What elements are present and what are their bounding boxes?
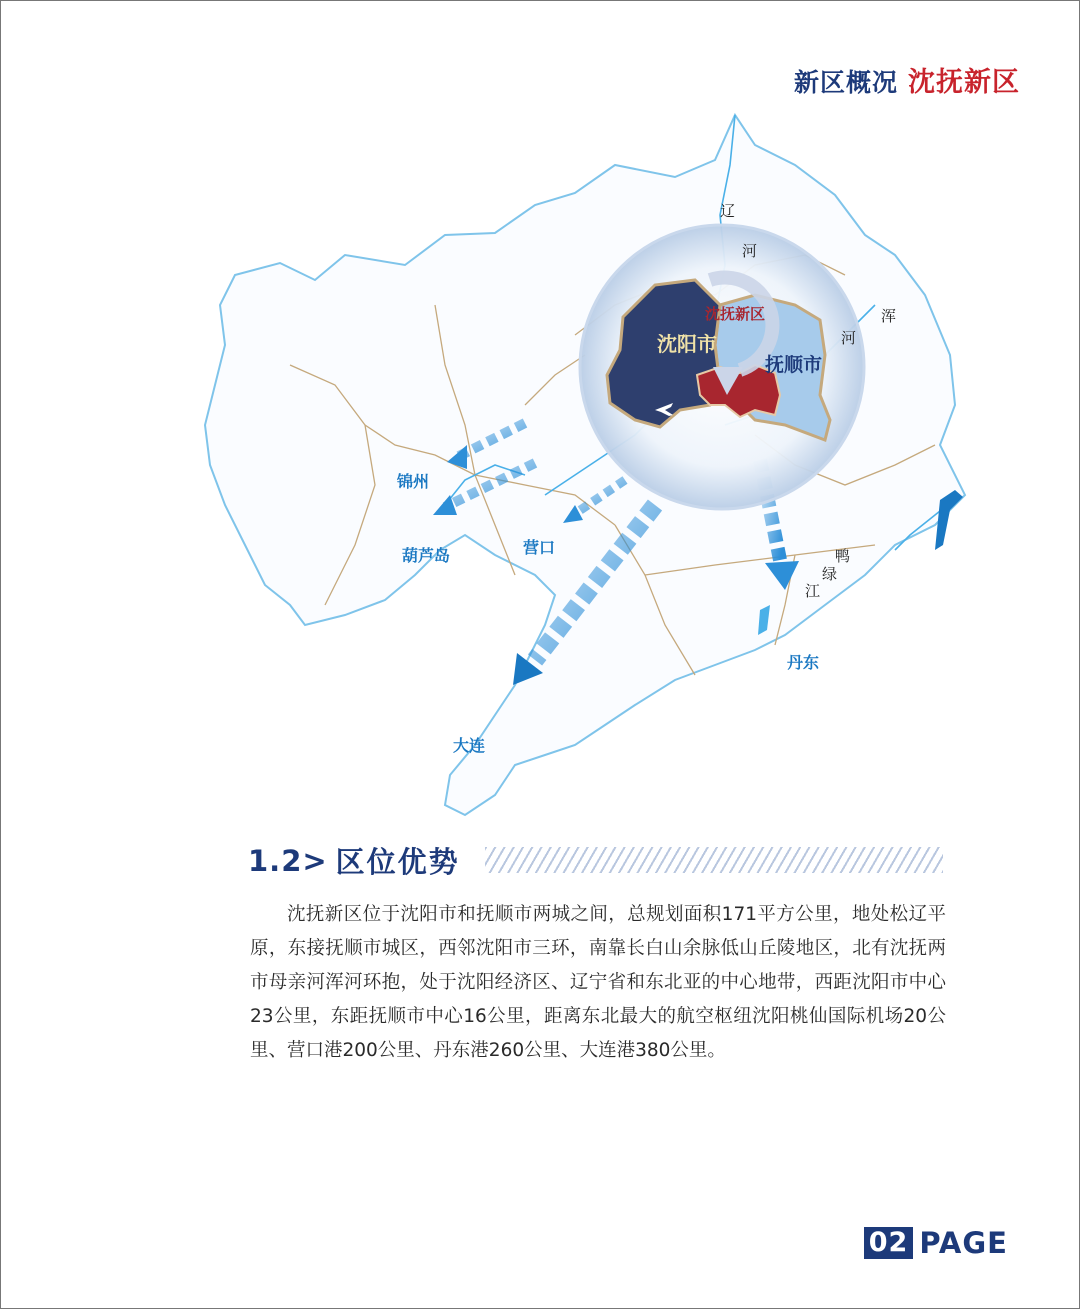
city-label-huludao: 葫芦岛: [402, 546, 451, 565]
header-section-label: 新区概况: [793, 68, 898, 97]
shenyang-label: 沈阳市: [657, 332, 717, 356]
city-label-jinzhou: 锦州: [397, 472, 430, 491]
heading-hatch-decoration: [485, 847, 943, 873]
section-title: 区位优势: [335, 845, 460, 879]
river-label-hun-1: 浑: [881, 307, 897, 325]
header-brand: 沈抚新区: [908, 67, 1020, 98]
river-label-yalu-1: 鸭: [835, 547, 851, 565]
river-label-hun-2: 河: [841, 329, 857, 347]
river-label-liao-2: 河: [742, 242, 758, 260]
city-label-dandong: 丹东: [787, 653, 820, 672]
page-header: [794, 60, 1020, 99]
fushun-label: 抚顺市: [765, 354, 823, 376]
body-paragraph: 沈抚新区位于沈阳市和抚顺市两城之间，总规划面积171平方公里，地处松辽平原，东接抚顺市城区，西邻沈阳市三环，南靠长白山余脉低山丘陵地区，北有沈抚两市母亲河浑河环抱，处于沈阳经济区、辽宁省和东北亚的中心地带，西距沈阳市中心23公里，东距抚顺市中心16公里，距离东北最大的航空枢纽沈阳桃仙国际机场20公里、营口港200公里、丹东港260公里、大连港380公里。: [250, 904, 946, 1061]
page-number: 02: [864, 1227, 914, 1259]
xinqu-label: 沈抚新区: [705, 305, 766, 323]
city-label-yingkou: 营口: [523, 538, 556, 557]
map-graphic: [195, 105, 975, 825]
page-word: PAGE: [919, 1226, 1008, 1260]
river-label-yalu-3: 江: [805, 582, 821, 600]
river-label-liao-1: 辽: [720, 202, 736, 220]
location-map: [195, 105, 975, 825]
province-outline: [205, 115, 965, 815]
river-label-yalu-2: 绿: [822, 565, 838, 583]
city-label-dalian: 大连: [453, 736, 486, 755]
page-footer: [864, 1226, 1008, 1260]
section-number: 1.2>: [248, 843, 328, 878]
section-heading: [248, 840, 460, 881]
